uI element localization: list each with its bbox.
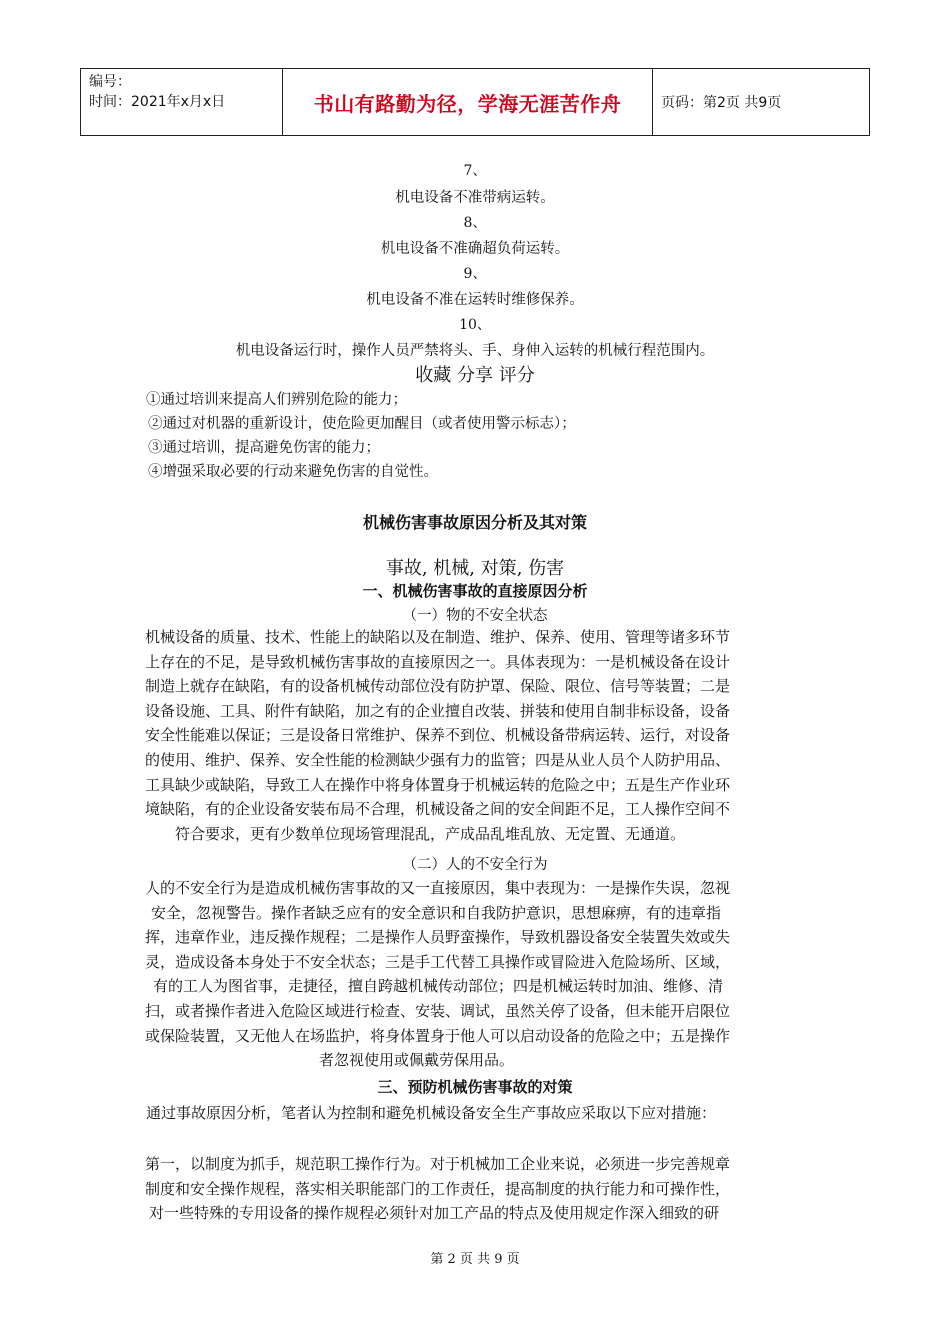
share-bar[interactable]: 收藏 分享 评分 bbox=[415, 365, 535, 386]
rule-number: 10、 bbox=[459, 317, 491, 333]
rule-text: 机电设备不准带病运转。 bbox=[395, 190, 555, 206]
paragraph-line: 境缺陷，有的企业设备安装布局不合理，机械设备之间的安全间距不足，工人操作空间不 bbox=[145, 800, 731, 819]
header-left-cell bbox=[81, 69, 283, 135]
paragraph-line: 上存在的不足，是导致机械伤害事故的直接原因之一。具体表现为：一是机械设备在设计 bbox=[145, 652, 731, 671]
paragraph-material-unsafe-state bbox=[145, 625, 805, 846]
measure-item: ①通过培训来提高人们辨别危险的能力； bbox=[146, 392, 407, 408]
paragraph-line: 第一，以制度为抓手，规范职工操作行为。对于机械加工企业来说，必须进一步完善规章 bbox=[145, 1155, 731, 1173]
paragraph-human-unsafe-behavior bbox=[145, 876, 805, 1073]
paragraph-line: 对一些特殊的专用设备的操作规程必须针对加工产品的特点及使用规定作深入细致的研 bbox=[149, 1204, 720, 1223]
paragraph-line: 设备设施、工具、附件有缺陷，加之有的企业擅自改装、拼装和使用自制非标设备，设备 bbox=[145, 701, 731, 720]
header-motto-cell bbox=[283, 69, 653, 135]
rule-number: 9、 bbox=[463, 266, 487, 282]
measure-item: ②通过对机器的重新设计，使危险更加醒目（或者使用警示标志）； bbox=[148, 416, 576, 432]
header-motto: 书山有路勤为径，学海无涯苦作舟 bbox=[313, 91, 622, 116]
paragraph-line: 有的工人为图省事，走捷径，擅自跨越机械传动部位；四是机械运转时加油、维修、清 bbox=[153, 977, 724, 996]
paragraph-countermeasure-1 bbox=[145, 1152, 805, 1226]
paragraph-line: 或保险装置，又无他人在场监护，将身体置身于他人可以启动设备的危险之中；五是操作 bbox=[145, 1026, 731, 1045]
paragraph-line: 制造上就存在缺陷，有的设备机械传动部位没有防护罩、保险、限位、信号等装置；二是 bbox=[145, 677, 731, 696]
rule-text: 机电设备不准在运转时维修保养。 bbox=[366, 292, 584, 308]
paragraph-line: 者忽视使用或佩戴劳保用品。 bbox=[319, 1051, 515, 1070]
paragraph-line: 安全性能难以保证；三是设备日常维护、保养不到位、机械设备带病运转、运行，对设备 bbox=[145, 726, 731, 745]
section-heading: 三、预防机械伤害事故的对策 bbox=[377, 1078, 573, 1096]
paragraph-line: 安全，忽视警告。操作者缺乏应有的安全意识和自我防护意识，思想麻痹，有的违章指 bbox=[151, 903, 722, 922]
header-page-label: 页码：第2页 共9页 bbox=[661, 95, 782, 111]
paragraph-line: 灵，造成设备本身处于不安全状态；三是手工代替工具操作或冒险进入危险场所、区域， bbox=[145, 952, 731, 971]
measure-item: ④增强采取必要的行动来避免伤害的自觉性。 bbox=[148, 464, 438, 480]
subsection-heading: （二）人的不安全行为 bbox=[402, 857, 548, 873]
article-tags[interactable]: 事故, 机械, 对策, 伤害 bbox=[385, 558, 565, 579]
paragraph-line: 机械设备的质量、技术、性能上的缺陷以及在制造、维护、保养、使用、管理等诸多环节 bbox=[145, 628, 731, 646]
paragraph-line: 人的不安全行为是造成机械伤害事故的又一直接原因，集中表现为：一是操作失误，忽视 bbox=[145, 879, 731, 897]
subsection-heading: （一）物的不安全状态 bbox=[402, 608, 548, 624]
rule-text: 机电设备不准确超负荷运转。 bbox=[380, 241, 570, 257]
rule-text: 机电设备运行时，操作人员严禁将头、手、身伸入运转的机械行程范围内。 bbox=[235, 343, 715, 359]
rule-number: 8、 bbox=[463, 215, 487, 231]
paragraph-line: 扫，或者操作者进入危险区域进行检查、安装、调试，虽然关停了设备，但未能开启限位 bbox=[145, 1001, 731, 1020]
paragraph-line: 挥，违章作业，违反操作规程；二是操作人员野蛮操作，导致机器设备安全装置失效或失 bbox=[145, 928, 731, 947]
document-date-label: 时间：2021年x月x日 bbox=[89, 94, 226, 110]
paragraph-line: 符合要求，更有少数单位现场管理混乱，产成品乱堆乱放、无定置、无通道。 bbox=[175, 824, 686, 843]
page-header-table bbox=[80, 68, 870, 136]
section-heading: 一、机械伤害事故的直接原因分析 bbox=[362, 582, 588, 600]
paragraph-line: 工具缺少或缺陷，导致工人在操作中将身体置身于机械运转的危险之中；五是生产作业环 bbox=[145, 775, 731, 794]
paragraph-line: 制度和安全操作规程，落实相关职能部门的工作责任，提高制度的执行能力和可操作性， bbox=[145, 1179, 731, 1198]
document-number-label: 编号： bbox=[89, 74, 131, 90]
rule-number: 7、 bbox=[463, 163, 487, 179]
page-footer: 第 2 页 共 9 页 bbox=[430, 1252, 520, 1267]
section-intro: 通过事故原因分析，笔者认为控制和避免机械设备安全生产事故应采取以下应对措施： bbox=[146, 1104, 717, 1122]
measure-item: ③通过培训，提高避免伤害的能力； bbox=[148, 440, 380, 456]
article-title: 机械伤害事故原因分析及其对策 bbox=[362, 513, 587, 532]
header-page-cell bbox=[653, 69, 869, 135]
paragraph-line: 的使用、维护、保养、安全性能的检测缺少强有力的监管；四是从业人员个人防护用品、 bbox=[145, 750, 731, 769]
